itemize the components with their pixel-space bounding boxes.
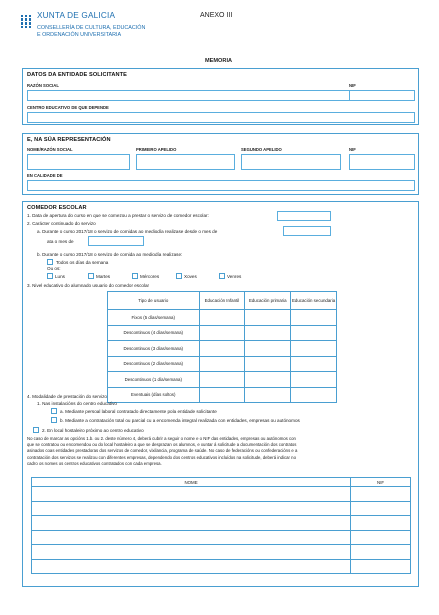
- table-row: [32, 516, 411, 531]
- table-row: [108, 325, 337, 341]
- nivel-educativo-table: [107, 291, 337, 403]
- section-comedor: [22, 201, 419, 587]
- nif-label: NIF: [349, 83, 356, 88]
- nif-cell[interactable]: [351, 545, 411, 560]
- mercores-checkbox[interactable]: [132, 273, 138, 279]
- nif-field[interactable]: [349, 154, 415, 170]
- nome-label: NOME/RAZÓN SOCIAL: [27, 147, 73, 152]
- cell-input[interactable]: [199, 372, 245, 388]
- section-entidade: [22, 68, 419, 125]
- segundo-apelido-field[interactable]: [241, 154, 341, 170]
- row-label: Eventuais (días soltos): [108, 387, 200, 403]
- ou-os-label: Ou os:: [47, 266, 61, 271]
- calidade-label: EN CALIDADE DE: [27, 173, 63, 178]
- nome-cell[interactable]: [32, 559, 351, 574]
- cell-input[interactable]: [199, 310, 245, 326]
- option-4-1b-checkbox[interactable]: [51, 417, 57, 423]
- todos-dias-label: Todos os días da semana: [56, 259, 109, 265]
- mes-desde-field[interactable]: [283, 226, 331, 236]
- nif-field[interactable]: [349, 90, 415, 101]
- row-label: Descontinuos (3 días/semana): [108, 341, 200, 357]
- item-2a-text: a. Durante o curso 2017/18 o servizo de comidas ao mediodía realizase desde o mes de: [37, 229, 218, 234]
- xoves-checkbox[interactable]: [176, 273, 182, 279]
- nome-cell[interactable]: [32, 545, 351, 560]
- nif-label: NIF: [349, 147, 356, 152]
- cell-input[interactable]: [245, 356, 291, 372]
- day-option-mercores[interactable]: [132, 273, 159, 279]
- annex-label: ANEXO III: [200, 12, 233, 19]
- cell-input[interactable]: [291, 372, 337, 388]
- primeiro-apelido-label: PRIMEIRO APELIDO: [136, 147, 177, 152]
- instructions-paragraph: [27, 436, 415, 467]
- nif-cell[interactable]: [351, 487, 411, 502]
- nome-cell[interactable]: [32, 516, 351, 531]
- primeiro-apelido-field[interactable]: [136, 154, 235, 170]
- option-4-1a-checkbox[interactable]: [51, 408, 57, 414]
- item-4-1-text: 1. Nas instalacións do centro educativo: [37, 401, 117, 406]
- nome-cell[interactable]: [32, 501, 351, 516]
- cell-input[interactable]: [199, 325, 245, 341]
- day-option-luns[interactable]: [47, 273, 65, 279]
- paragraph-line: contratación dos servizos se realizou con diferentes empresas, dependendo dos centros educativos incluídos na solicitude, deberá indicar no: [27, 454, 296, 460]
- section-representacion: [22, 133, 419, 195]
- venres-checkbox[interactable]: [219, 273, 225, 279]
- table-header: Tipo de usuario: [108, 292, 200, 310]
- segundo-apelido-label: SEGUNDO APELIDO: [241, 147, 282, 152]
- option-4-2[interactable]: [33, 427, 144, 433]
- row-label: Fixos (5 días/semana): [108, 310, 200, 326]
- section-title: E, NA SÚA REPRESENTACIÓN: [27, 137, 111, 143]
- ata-mes-label: ata o mes de: [47, 239, 74, 244]
- nif-header: NIF: [351, 478, 411, 487]
- nif-cell[interactable]: [351, 530, 411, 545]
- table-row: [108, 387, 337, 403]
- day-option-xoves[interactable]: [176, 273, 197, 279]
- day-label: Luns: [55, 273, 65, 279]
- option-4-1a[interactable]: [51, 408, 217, 414]
- header: [10, 8, 430, 64]
- table-row: [108, 341, 337, 357]
- department-line-1: CONSELLERÍA DE CULTURA, EDUCACIÓN: [37, 25, 146, 31]
- table-row: [108, 310, 337, 326]
- xunta-logo-icon: [20, 14, 32, 29]
- martes-checkbox[interactable]: [88, 273, 94, 279]
- table-row: [32, 559, 411, 574]
- item-4-text: 4. Modalidade de prestación do servizo: [27, 394, 107, 399]
- cell-input[interactable]: [291, 356, 337, 372]
- table-header: Educación secundaria: [291, 292, 337, 310]
- calidade-field[interactable]: [27, 180, 415, 191]
- cell-input[interactable]: [245, 387, 291, 403]
- nome-cell[interactable]: [32, 487, 351, 502]
- nome-cell[interactable]: [32, 530, 351, 545]
- item-2-text: 2. Carácter continuado do servizo: [27, 221, 96, 226]
- day-option-venres[interactable]: [219, 273, 241, 279]
- table-row: [32, 530, 411, 545]
- nome-header: NOME: [32, 478, 351, 487]
- item-2b-text: b. Durante o curso 2017/18 o servizo de comida ao mediodía realizase:: [37, 252, 183, 257]
- paragraph-line: No caso de marcar as opcións 1.b. ou 2. deste número 4, deberá cubrir a seguir o nome e o NIF das entidades, empresas ou autónomos con: [27, 436, 296, 441]
- item-3-text: 3. Nivel educativo do alumnado usuario do comedor escolar: [27, 283, 150, 288]
- option-4-1b[interactable]: [51, 417, 300, 423]
- department-line-2: E ORDENACIÓN UNIVERSITARIA: [37, 32, 122, 38]
- row-label: Descontinuos (4 días/semana): [108, 325, 200, 341]
- entidades-table: [31, 477, 411, 574]
- paragraph-line: que se contratou ou encomendou ou do local hostaleiro a que se desprazan os alumnos, e xuntar á solicitude a documentación dos contratos: [27, 442, 297, 448]
- section-title: COMEDOR ESCOLAR: [27, 205, 87, 211]
- nif-cell[interactable]: [351, 516, 411, 531]
- cell-input[interactable]: [245, 310, 291, 326]
- razon-social-field[interactable]: [27, 90, 368, 101]
- table-row: [108, 356, 337, 372]
- nome-field[interactable]: [27, 154, 130, 170]
- day-label: Xoves: [184, 273, 197, 279]
- item-1-text: 1. Data de apertura do curso en que se comezou a prestar o servizo de comedor escolar:: [27, 213, 209, 218]
- row-label: Descontinuos (2 días/semana): [108, 356, 200, 372]
- cell-input[interactable]: [291, 387, 337, 403]
- todos-dias-option[interactable]: [47, 259, 108, 265]
- nif-cell[interactable]: [351, 501, 411, 516]
- cell-input[interactable]: [291, 325, 337, 341]
- razon-social-label: RAZÓN SOCIAL: [27, 83, 59, 88]
- nif-cell[interactable]: [351, 559, 411, 574]
- doc-title: MEMORIA: [205, 58, 233, 64]
- cell-input[interactable]: [199, 356, 245, 372]
- section-title: DATOS DA ENTIDADE SOLICITANTE: [27, 72, 127, 78]
- table-row: [108, 372, 337, 388]
- apertura-date-field[interactable]: [277, 211, 331, 221]
- option-4-2-checkbox[interactable]: [33, 427, 39, 433]
- centro-label: CENTRO EDUCATIVO DE QUE DEPENDE: [27, 105, 109, 110]
- paragraph-line: cadro os nomes os centros educativos contratados con cada empresa.: [27, 460, 162, 466]
- day-option-martes[interactable]: [88, 273, 110, 279]
- table-header: Educación primaria: [245, 292, 291, 310]
- table-row: [32, 545, 411, 560]
- cell-input[interactable]: [245, 325, 291, 341]
- option-label: 2. En local hostaleiro próximo ao centro educativo: [42, 427, 144, 433]
- mes-ata-field[interactable]: [88, 236, 144, 246]
- luns-checkbox[interactable]: [47, 273, 53, 279]
- cell-input[interactable]: [199, 341, 245, 357]
- cell-input[interactable]: [199, 387, 245, 403]
- centro-field[interactable]: [27, 112, 415, 123]
- option-label: b. Mediante a contratación total ou parcial cu a encomenda integral realizada con entidades, empresas ou autónomos: [60, 417, 300, 423]
- table-row: [32, 501, 411, 516]
- day-label: Mércores: [140, 273, 160, 279]
- option-label: a. Mediante persoal laboral contratado directamente pola entidade solicitante: [60, 408, 217, 414]
- table-header: Educación Infantil: [199, 292, 245, 310]
- day-label: Venres: [227, 273, 242, 279]
- todos-dias-checkbox[interactable]: [47, 259, 53, 265]
- cell-input[interactable]: [245, 341, 291, 357]
- cell-input[interactable]: [291, 341, 337, 357]
- brand-name: XUNTA DE GALICIA: [37, 11, 116, 20]
- paragraph-line: asinados coas entidades prestadoras dos servizos de comedor, vixilancia, programa de saúde. No caso de federacións ou confederacións e a: [27, 448, 298, 454]
- row-label: Descontinuos (1 día/semana): [108, 372, 200, 388]
- table-row: [32, 487, 411, 502]
- cell-input[interactable]: [245, 372, 291, 388]
- cell-input[interactable]: [291, 310, 337, 326]
- day-label: Martes: [96, 273, 111, 279]
